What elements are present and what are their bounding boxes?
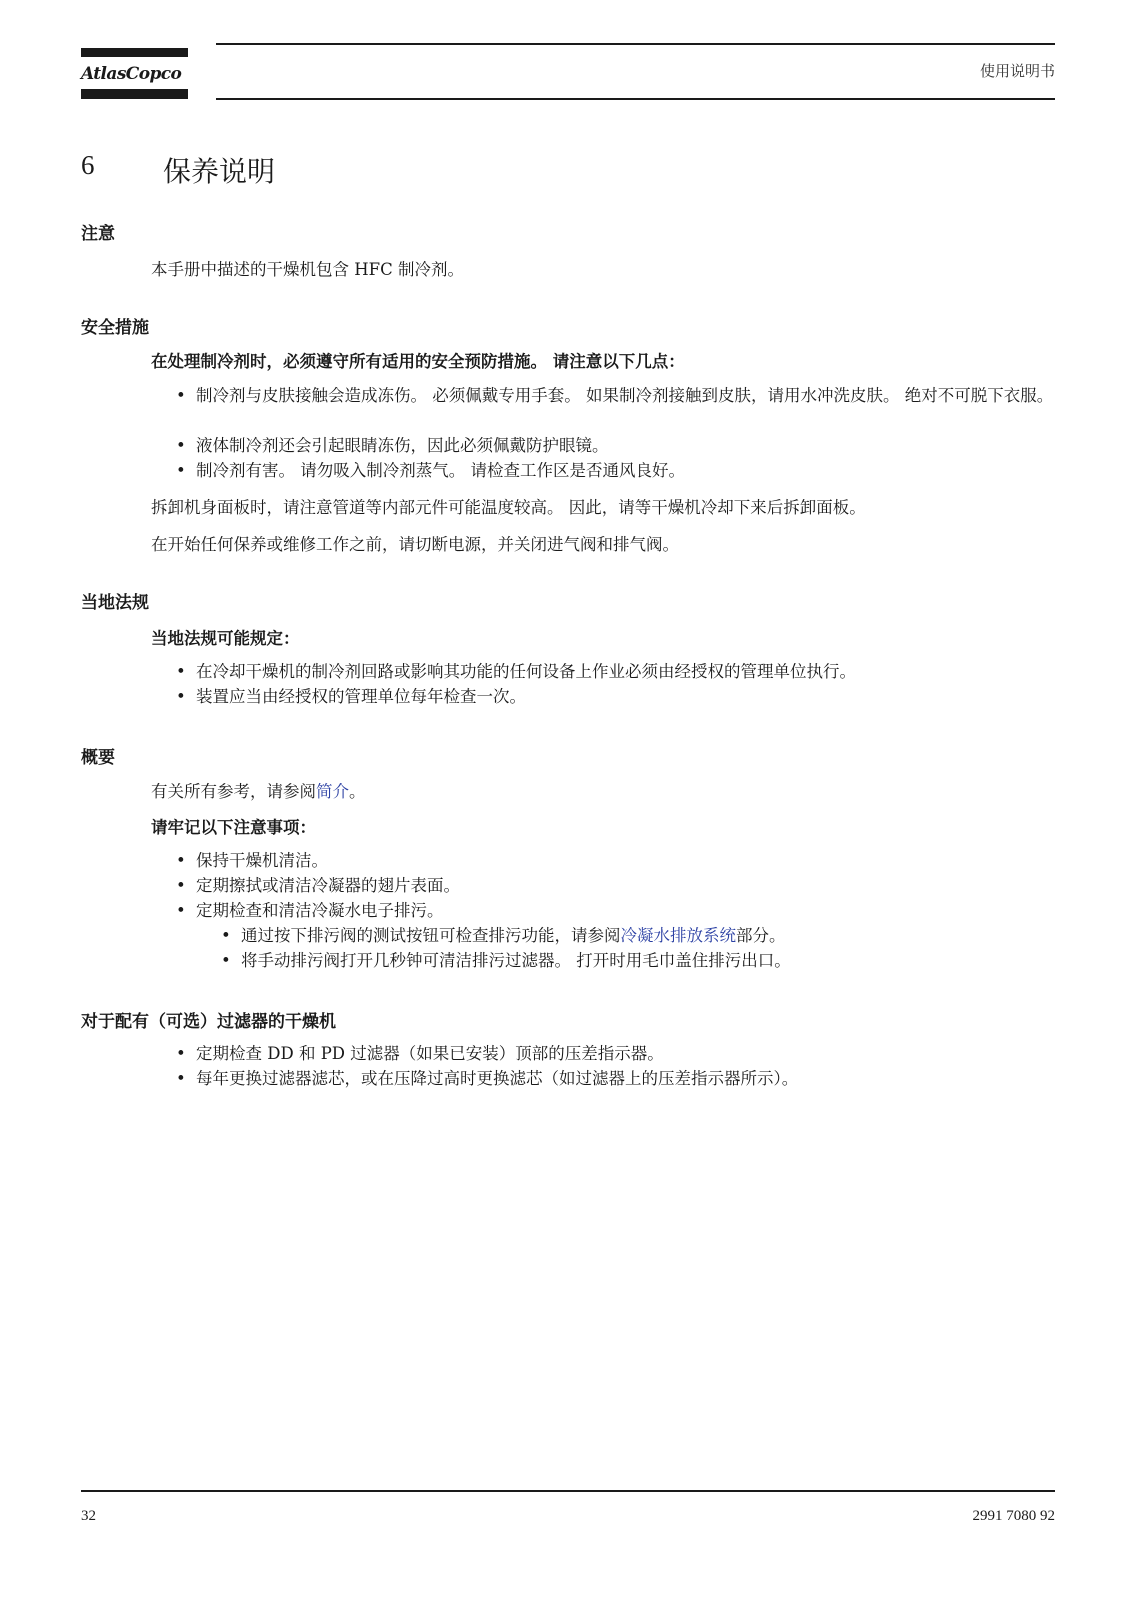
overview-heading: 概要	[81, 748, 115, 768]
bullet-dot: •	[176, 386, 186, 405]
list-item-text: 每年更换过滤器滤芯，或在压降过高时更换滤芯（如过滤器上的压差指示器所示）。	[196, 1069, 799, 1088]
drain-test-text: 通过按下排污阀的测试按钮可检查排污功能，请参阅	[241, 926, 621, 945]
notice-text: 本手册中描述的干燥机包含 HFC 制冷剂。	[151, 260, 464, 279]
bullet-dot: •	[221, 951, 231, 970]
bullet-dot: •	[176, 1069, 186, 1088]
bullet-dot: •	[176, 436, 186, 455]
filters-heading: 对于配有（可选）过滤器的干燥机	[81, 1012, 336, 1032]
document-number: 2991 7080 92	[972, 1508, 1055, 1524]
bullet-dot: •	[176, 876, 186, 895]
reference-suffix: 。	[349, 782, 366, 801]
atlas-copco-logo	[81, 48, 188, 99]
header-title: 使用说明书	[979, 62, 1055, 80]
list-item-text: 定期擦拭或清洁冷凝器的翅片表面。	[196, 876, 460, 895]
safety-heading: 安全措施	[81, 318, 149, 338]
regulations-heading: 当地法规	[81, 593, 149, 613]
list-item-text: 制冷剂与皮肤接触会造成冻伤。 必须佩戴专用手套。 如果制冷剂接触到皮肤，请用水冲洗皮肤。 绝对不可脱下衣服。	[196, 386, 1054, 405]
sub-list-item-text: 将手动排污阀打开几秒钟可清洁排污过滤器。 打开时用毛巾盖住排污出口。	[241, 951, 791, 970]
introduction-link[interactable]: 简介	[316, 782, 349, 801]
safety-paragraph-1: 拆卸机身面板时，请注意管道等内部元件可能温度较高。 因此，请等干燥机冷却下来后拆卸面板。	[151, 498, 866, 517]
chapter-title: 保养说明	[163, 155, 276, 188]
list-item-text: 在冷却干燥机的制冷剂回路或影响其功能的任何设备上作业必须由经授权的管理单位执行。	[196, 662, 856, 681]
drain-test-suffix: 部分。	[736, 926, 786, 945]
reference-prefix: 有关所有参考，请参阅	[151, 782, 316, 801]
list-item-text: 定期检查和清洁冷凝水电子排污。	[196, 901, 444, 920]
regulations-intro: 当地法规可能规定：	[151, 629, 300, 648]
safety-intro: 在处理制冷剂时，必须遵守所有适用的安全预防措施。 请注意以下几点：	[151, 352, 685, 371]
bullet-dot: •	[176, 1044, 186, 1063]
logo-bar-bottom	[81, 89, 188, 99]
chapter-number: 6	[81, 150, 95, 180]
logo-bar-top	[81, 48, 188, 57]
overview-reference	[151, 778, 366, 802]
list-item-text: 制冷剂有害。 请勿吸入制冷剂蒸气。 请检查工作区是否通风良好。	[196, 461, 685, 480]
logo-wordmark: AtlasCopco	[81, 64, 182, 84]
list-item-text: 液体制冷剂还会引起眼睛冻伤，因此必须佩戴防护眼镜。	[196, 436, 609, 455]
list-item-text: 装置应当由经授权的管理单位每年检查一次。	[196, 687, 526, 706]
sub-list-item-text	[241, 924, 786, 948]
list-item-text: 定期检查 DD 和 PD 过滤器（如果已安装）顶部的压差指示器。	[196, 1044, 664, 1063]
bullet-dot: •	[176, 901, 186, 920]
header-rule-top	[216, 43, 1055, 45]
footer-rule	[81, 1490, 1055, 1492]
bullet-dot: •	[176, 662, 186, 681]
bullet-dot: •	[176, 851, 186, 870]
page-number: 32	[81, 1508, 96, 1524]
bullet-dot: •	[176, 461, 186, 480]
header-rule-bottom	[216, 98, 1055, 100]
list-item-text: 保持干燥机清洁。	[196, 851, 328, 870]
overview-intro: 请牢记以下注意事项：	[151, 818, 316, 837]
bullet-dot: •	[176, 687, 186, 706]
safety-paragraph-2: 在开始任何保养或维修工作之前，请切断电源，并关闭进气阀和排气阀。	[151, 535, 679, 554]
notice-heading: 注意	[81, 224, 115, 244]
condensate-drain-link[interactable]: 冷凝水排放系统	[620, 926, 736, 945]
bullet-dot: •	[221, 926, 231, 945]
